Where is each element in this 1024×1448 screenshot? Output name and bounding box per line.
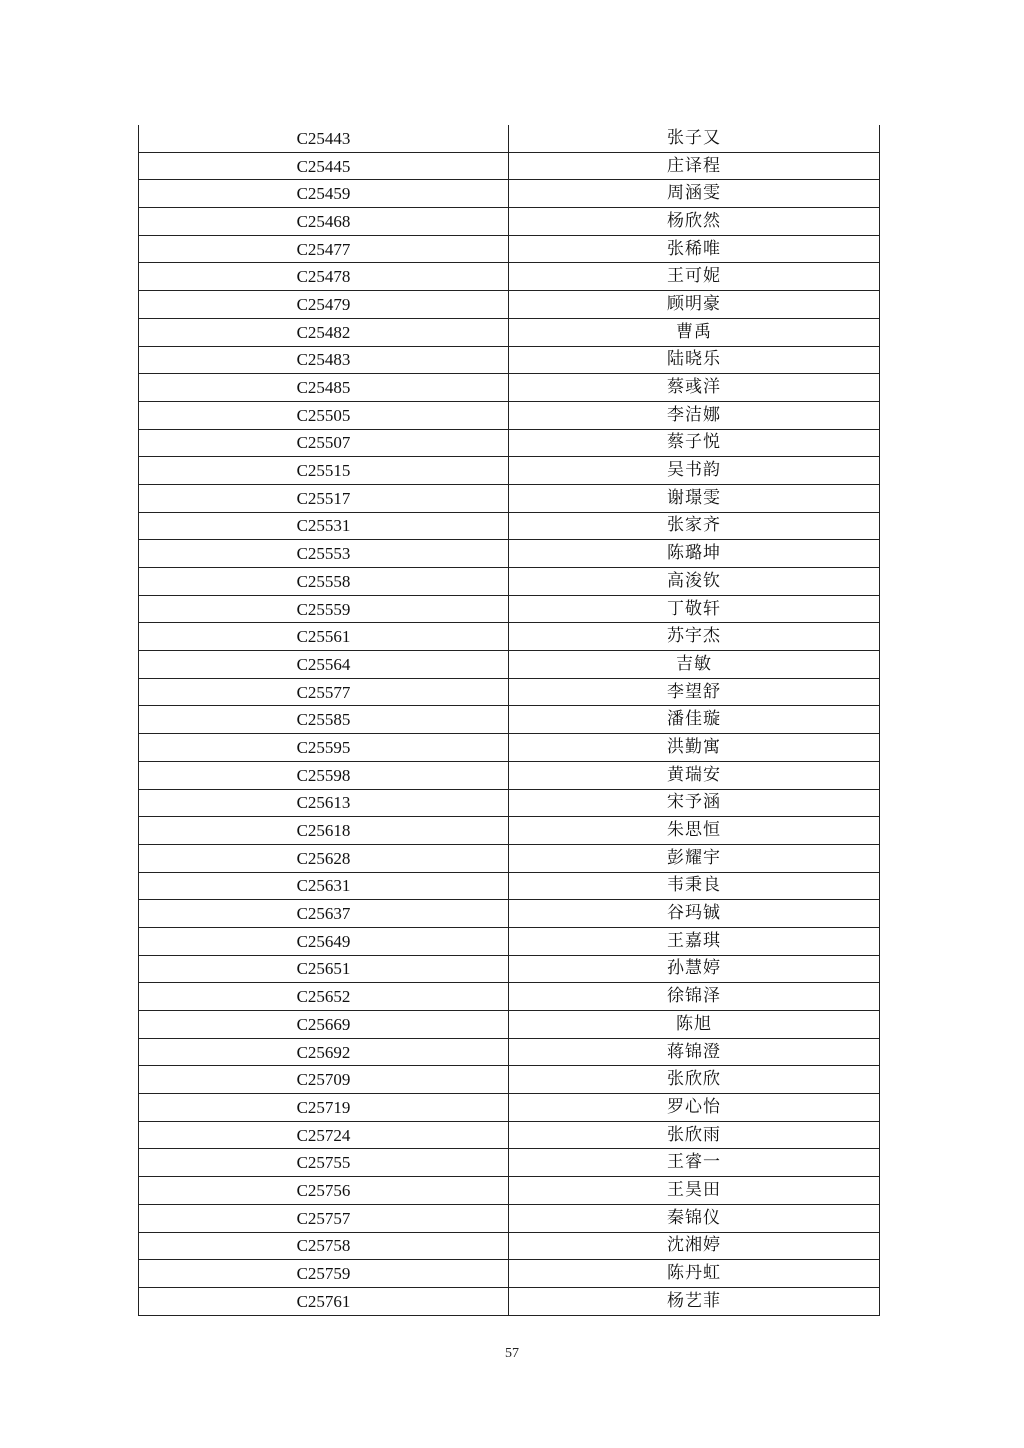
id-cell: C25443 xyxy=(139,125,509,152)
name-cell: 洪勤寓 xyxy=(509,734,880,762)
table-row xyxy=(139,595,880,623)
name-cell: 朱思恒 xyxy=(509,817,880,845)
id-cell: C25505 xyxy=(139,401,509,429)
id-cell: C25517 xyxy=(139,484,509,512)
name-cell: 徐锦泽 xyxy=(509,983,880,1011)
table-row xyxy=(139,983,880,1011)
id-cell: C25631 xyxy=(139,872,509,900)
name-cell: 谢璟雯 xyxy=(509,484,880,512)
table-row xyxy=(139,457,880,485)
name-cell: 王嘉琪 xyxy=(509,927,880,955)
table-row xyxy=(139,208,880,236)
table-row xyxy=(139,318,880,346)
id-cell: C25692 xyxy=(139,1038,509,1066)
id-cell: C25719 xyxy=(139,1094,509,1122)
id-cell: C25761 xyxy=(139,1287,509,1315)
name-cell: 苏宇杰 xyxy=(509,623,880,651)
table-row xyxy=(139,623,880,651)
table-row xyxy=(139,512,880,540)
table-row xyxy=(139,1287,880,1315)
name-cell: 王睿一 xyxy=(509,1149,880,1177)
id-cell: C25558 xyxy=(139,568,509,596)
id-cell: C25478 xyxy=(139,263,509,291)
name-cell: 蒋锦澄 xyxy=(509,1038,880,1066)
table-row xyxy=(139,1260,880,1288)
name-cell: 周涵雯 xyxy=(509,180,880,208)
id-cell: C25507 xyxy=(139,429,509,457)
name-cell: 王可妮 xyxy=(509,263,880,291)
table-row xyxy=(139,374,880,402)
table-row xyxy=(139,1011,880,1039)
id-cell: C25651 xyxy=(139,955,509,983)
table-row xyxy=(139,678,880,706)
roster-table-container xyxy=(138,125,879,1316)
name-cell: 张家齐 xyxy=(509,512,880,540)
id-cell: C25559 xyxy=(139,595,509,623)
table-row xyxy=(139,1177,880,1205)
id-cell: C25757 xyxy=(139,1204,509,1232)
table-row xyxy=(139,484,880,512)
name-cell: 宋予涵 xyxy=(509,789,880,817)
name-cell: 曹禹 xyxy=(509,318,880,346)
name-cell: 张欣雨 xyxy=(509,1121,880,1149)
roster-table xyxy=(138,125,880,1316)
name-cell: 孙慧婷 xyxy=(509,955,880,983)
id-cell: C25482 xyxy=(139,318,509,346)
table-row xyxy=(139,817,880,845)
name-cell: 蔡彧洋 xyxy=(509,374,880,402)
id-cell: C25595 xyxy=(139,734,509,762)
name-cell: 顾明豪 xyxy=(509,291,880,319)
name-cell: 李望舒 xyxy=(509,678,880,706)
table-row xyxy=(139,761,880,789)
table-row xyxy=(139,789,880,817)
id-cell: C25756 xyxy=(139,1177,509,1205)
id-cell: C25613 xyxy=(139,789,509,817)
id-cell: C25561 xyxy=(139,623,509,651)
id-cell: C25709 xyxy=(139,1066,509,1094)
name-cell: 杨欣然 xyxy=(509,208,880,236)
id-cell: C25755 xyxy=(139,1149,509,1177)
name-cell: 张稀唯 xyxy=(509,235,880,263)
name-cell: 彭耀宇 xyxy=(509,844,880,872)
table-row xyxy=(139,568,880,596)
name-cell: 黄瑞安 xyxy=(509,761,880,789)
name-cell: 陈璐坤 xyxy=(509,540,880,568)
table-row xyxy=(139,540,880,568)
id-cell: C25758 xyxy=(139,1232,509,1260)
table-row xyxy=(139,900,880,928)
id-cell: C25468 xyxy=(139,208,509,236)
name-cell: 张欣欣 xyxy=(509,1066,880,1094)
name-cell: 李洁娜 xyxy=(509,401,880,429)
name-cell: 韦秉良 xyxy=(509,872,880,900)
id-cell: C25598 xyxy=(139,761,509,789)
id-cell: C25724 xyxy=(139,1121,509,1149)
name-cell: 丁敬轩 xyxy=(509,595,880,623)
table-row xyxy=(139,346,880,374)
table-row xyxy=(139,651,880,679)
name-cell: 吉敏 xyxy=(509,651,880,679)
table-row xyxy=(139,1094,880,1122)
name-cell: 杨艺菲 xyxy=(509,1287,880,1315)
table-row xyxy=(139,1149,880,1177)
id-cell: C25459 xyxy=(139,180,509,208)
name-cell: 王昊田 xyxy=(509,1177,880,1205)
id-cell: C25585 xyxy=(139,706,509,734)
table-row xyxy=(139,872,880,900)
id-cell: C25652 xyxy=(139,983,509,1011)
name-cell: 吴书韵 xyxy=(509,457,880,485)
name-cell: 秦锦仪 xyxy=(509,1204,880,1232)
id-cell: C25515 xyxy=(139,457,509,485)
name-cell: 罗心怡 xyxy=(509,1094,880,1122)
table-row xyxy=(139,706,880,734)
page-number: 57 xyxy=(505,1346,519,1361)
id-cell: C25483 xyxy=(139,346,509,374)
name-cell: 沈湘婷 xyxy=(509,1232,880,1260)
table-row xyxy=(139,1232,880,1260)
table-row xyxy=(139,429,880,457)
table-row xyxy=(139,927,880,955)
table-row xyxy=(139,955,880,983)
id-cell: C25649 xyxy=(139,927,509,955)
id-cell: C25628 xyxy=(139,844,509,872)
table-row xyxy=(139,844,880,872)
id-cell: C25669 xyxy=(139,1011,509,1039)
id-cell: C25553 xyxy=(139,540,509,568)
name-cell: 高浚钦 xyxy=(509,568,880,596)
id-cell: C25485 xyxy=(139,374,509,402)
name-cell: 谷玛铖 xyxy=(509,900,880,928)
table-row xyxy=(139,235,880,263)
table-row xyxy=(139,180,880,208)
id-cell: C25759 xyxy=(139,1260,509,1288)
id-cell: C25479 xyxy=(139,291,509,319)
table-row xyxy=(139,291,880,319)
table-row xyxy=(139,1121,880,1149)
table-row xyxy=(139,263,880,291)
name-cell: 潘佳璇 xyxy=(509,706,880,734)
id-cell: C25445 xyxy=(139,152,509,180)
table-row xyxy=(139,1204,880,1232)
name-cell: 张子又 xyxy=(509,125,880,152)
roster-table-body xyxy=(139,125,880,1315)
id-cell: C25477 xyxy=(139,235,509,263)
id-cell: C25577 xyxy=(139,678,509,706)
id-cell: C25618 xyxy=(139,817,509,845)
table-row xyxy=(139,1066,880,1094)
id-cell: C25531 xyxy=(139,512,509,540)
table-row xyxy=(139,152,880,180)
table-row xyxy=(139,401,880,429)
name-cell: 庄译程 xyxy=(509,152,880,180)
id-cell: C25564 xyxy=(139,651,509,679)
name-cell: 陈丹虹 xyxy=(509,1260,880,1288)
name-cell: 蔡子悦 xyxy=(509,429,880,457)
name-cell: 陈旭 xyxy=(509,1011,880,1039)
name-cell: 陆晓乐 xyxy=(509,346,880,374)
table-row xyxy=(139,1038,880,1066)
table-row xyxy=(139,125,880,152)
table-row xyxy=(139,734,880,762)
id-cell: C25637 xyxy=(139,900,509,928)
